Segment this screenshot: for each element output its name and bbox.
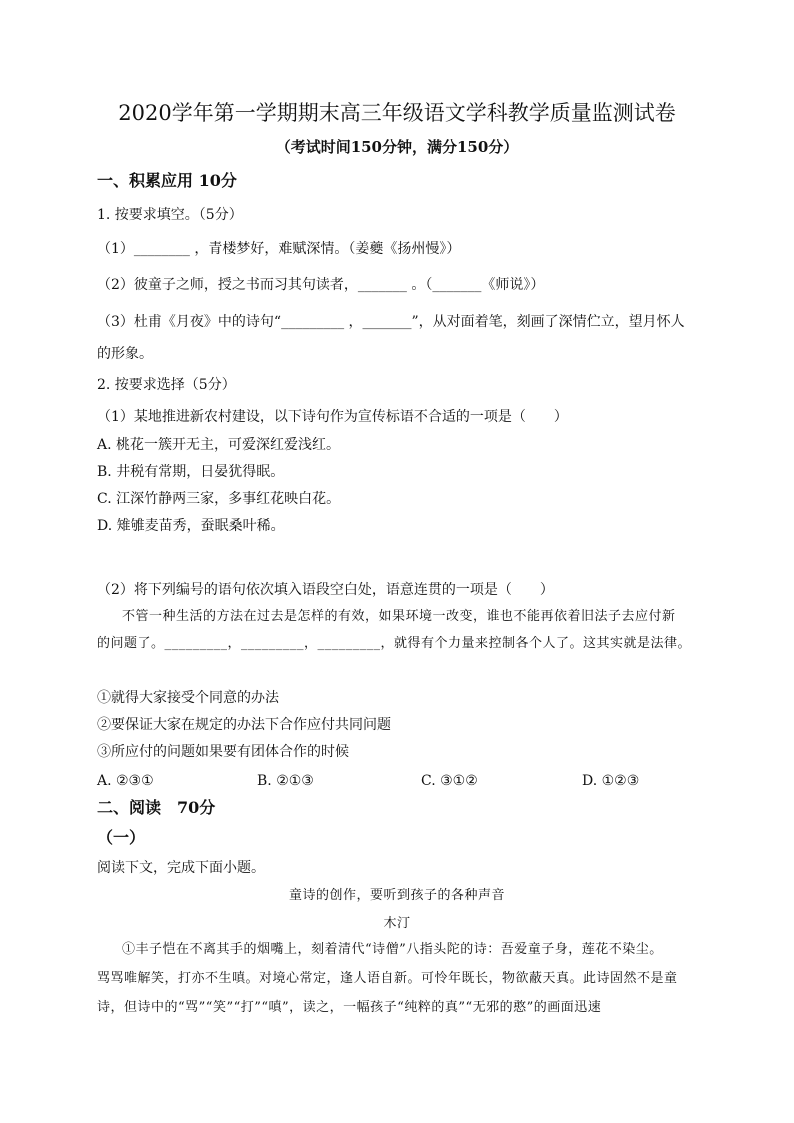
- section-heading-reading: 二、阅读 70分: [97, 798, 216, 817]
- page-subtitle: （考试时间150分钟，满分150分）: [275, 138, 519, 156]
- option-d: D. 雉雊麦苗秀，蚕眠桑叶稀。: [97, 518, 285, 534]
- answer-option-d: D. ①②③: [582, 773, 640, 789]
- passage-line-2: 的问题了。_________，_________，_________，就得有个力量来控制各个人了。这其实就是法律。: [97, 636, 692, 651]
- article-paragraph-line-1: ①丰子恺在不离其手的烟嘴上，刻着清代“诗僧”八指头陀的诗：吾爱童子身，莲花不染尘。: [122, 942, 663, 957]
- reading-instruction: 阅读下文，完成下面小题。: [97, 860, 265, 876]
- answer-option-b: B. ②①③: [257, 773, 314, 789]
- section-heading-accumulation: 一、积累应用 10分: [97, 171, 237, 190]
- answer-option-c: C. ③①②: [421, 773, 478, 789]
- sentence-1: ①就得大家接受个同意的办法: [97, 690, 279, 706]
- option-a: A. 桃花一簇开无主，可爱深红爱浅红。: [97, 437, 341, 453]
- sentence-2: ②要保证大家在规定的办法下合作应付共同问题: [97, 717, 391, 733]
- passage-line-1: 不管一种生活的方法在过去是怎样的有效，如果环境一改变，谁也不能再依着旧法子去应付新: [122, 609, 676, 624]
- option-c: C. 江深竹静两三家，多事红花映白花。: [97, 491, 341, 507]
- sentence-3: ③所应付的问题如果要有团体合作的时候: [97, 744, 349, 760]
- question-1-item-3-continued: 的形象。: [97, 346, 153, 362]
- article-paragraph-line-3: 诗，但诗中的“骂”“笑”“打”“嗔”，读之，一幅孩子“纯粹的真”“无邪的憨”的画面迅速: [97, 1000, 602, 1015]
- reading-part-label: （一）: [97, 828, 146, 847]
- option-b: B. 井税有常期，日晏犹得眠。: [97, 464, 285, 480]
- question-2-2-stem: （2）将下列编号的语句依次填入语段空白处，语意连贯的一项是（ ）: [97, 582, 554, 598]
- article-paragraph-line-2: 骂骂唯解笑，打亦不生嗔。对境心常定，逢人语自新。可怜年既长，物欲蔽天真。此诗固然不是童: [97, 971, 678, 986]
- article-author: 木汀: [383, 916, 411, 931]
- question-2-1-stem: （1）某地推进新农村建设，以下诗句作为宣传标语不合适的一项是（ ）: [97, 409, 568, 425]
- question-1-stem: 1. 按要求填空。（5分）: [97, 207, 243, 223]
- question-2-stem: 2. 按要求选择（5分）: [97, 377, 236, 393]
- question-1-item-2: （2）彼童子之师，授之书而习其句读者，_______ 。（_______《师说》）: [97, 277, 545, 293]
- article-title: 童诗的创作，要听到孩子的各种声音: [288, 888, 505, 903]
- question-1-item-3: （3）杜甫《月夜》中的诗句“_________ ，_______”，从对面着笔，刻画了深情伫立，望月怀人: [97, 314, 685, 330]
- question-1-item-1: （1）________ ，青楼梦好，难赋深情。（姜夔《扬州慢》）: [97, 241, 461, 257]
- answer-option-a: A. ②③①: [97, 773, 154, 789]
- page-title: 2020学年第一学期期末高三年级语文学科教学质量监测试卷: [118, 101, 676, 125]
